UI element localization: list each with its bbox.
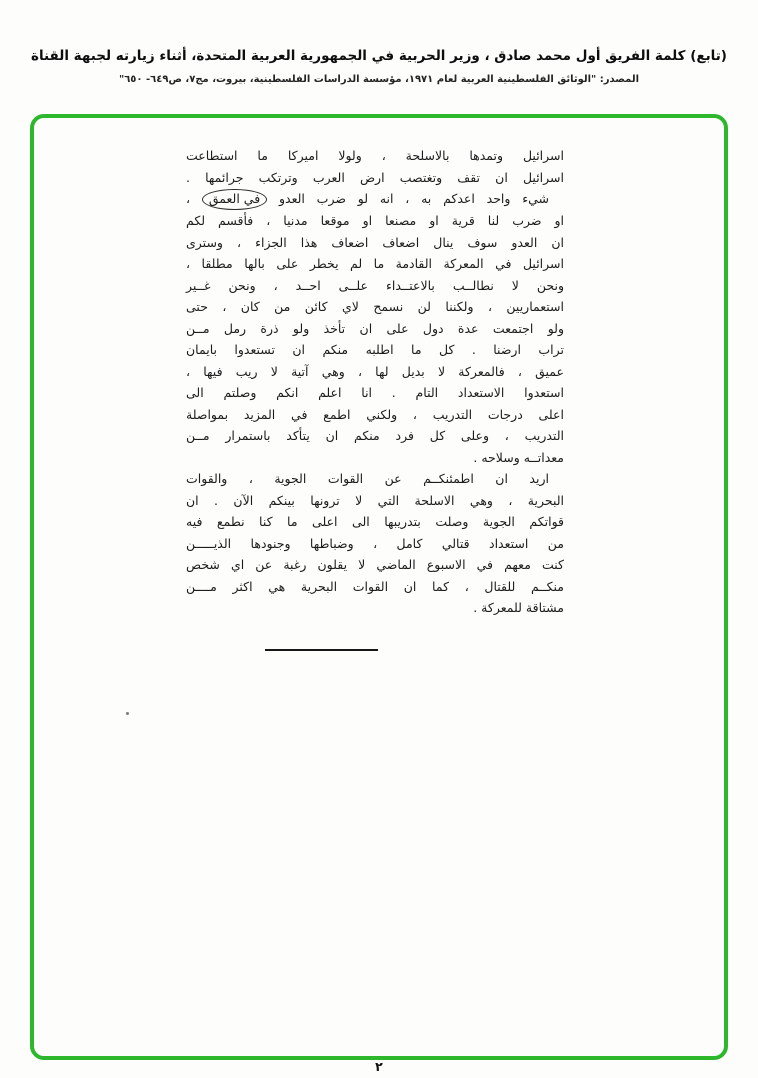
section-end-rule	[265, 649, 378, 651]
text-line: معداتــه وسلاحه .	[473, 449, 564, 465]
text-line: كنت معهم في الاسبوع الماضي لا يقلون رغبة عن اي شخص	[186, 557, 564, 572]
text-segment: ،	[186, 191, 202, 206]
text-line: تراب ارضنا . كل ما اطلبه منكم ان تستعدوا بايمان	[186, 342, 564, 357]
text-line: البحرية ، وهي الاسلحة التي لا ترونها بينكم الآن . ان	[186, 492, 564, 508]
text-line: ان العدو سوف ينال اضعاف اضعاف هذا الجزاء ، وسترى	[186, 234, 564, 250]
text-line	[186, 188, 564, 210]
text-line: استعدوا الاستعداد التام . انا اعلم انكم وصلتم الى	[186, 385, 564, 400]
text-line: اسرائيل وتمدها بالاسلحة ، ولولا اميركا ما استطاعت	[186, 148, 564, 163]
text-line: قواتكم الجوية وصلت بتدريبها الى اعلى ما كنا نطمع فيه	[186, 514, 564, 529]
scan-artifact-dot	[126, 712, 129, 715]
paragraph	[186, 188, 564, 468]
text-line: او ضرب لنا قرية او مصنعا او موقعا مدنيا ، فأقسم لكم	[186, 213, 564, 228]
paragraph	[186, 145, 564, 188]
document-header	[24, 48, 734, 85]
text-segment: شيء واحد اعدكم به ، انه لو ضرب العدو	[267, 191, 549, 206]
content-frame-border	[30, 114, 728, 1060]
paragraph	[186, 468, 564, 619]
text-line: اعلى درجات التدريب ، ولكني اطمع في المزيد بمواصلة	[186, 406, 564, 422]
text-line: اريد ان اطمئنكــم عن القوات الجوية ، والقوات	[186, 471, 549, 486]
text-line: عميق ، فالمعركة لا بديل لها ، وهي آتية لا ريب فيها ،	[186, 363, 564, 379]
text-line: اسرائيل في المعركة القادمة ما لم يخطر على بالها مطلقا ،	[186, 256, 564, 271]
text-line: منكــم للقتال ، كما ان القوات البحرية هي اكثر مــــن	[186, 578, 564, 594]
text-line: اسرائيل ان تقف وتغتصب ارض العرب وترتكب جرائمها .	[186, 169, 564, 185]
text-line: التدريب ، وعلى كل فرد منكم ان يتأكد باستمرار مــن	[186, 428, 564, 443]
text-line: ولو اجتمعت عدة دول على ان تأخذ ولو ذرة رمل مــن	[186, 320, 564, 336]
document-title: (تابع) كلمة الفريق أول محمد صادق ، وزير الحربية في الجمهورية العربية المتحدة، أثناء زيارته لجبهة القناة	[31, 48, 727, 64]
source-citation: المصدر: "الوثائق الفلسطينية العربية لعام ١٩٧١، مؤسسة الدراسات الفلسطينية، بيروت، مج٧، ص٦٤٩- ٦٥٠"	[118, 74, 640, 85]
text-line: ونحن لا نطالــب بالاعتــداء علــى احــد ، ونحن غــير	[186, 277, 564, 293]
text-line: استعماريين ، ولكننا لن نسمح لاي كائن من كان ، حتى	[186, 299, 564, 314]
page-number: ٢	[375, 1059, 383, 1074]
text-line: من استعداد قتالي كامل ، وضباطها وجنودها الذيـــــن	[186, 535, 564, 551]
text-line: مشتاقة للمعركة .	[473, 600, 564, 615]
speech-body-text	[186, 145, 564, 619]
pen-circle-annotation: في العمق	[202, 189, 267, 210]
